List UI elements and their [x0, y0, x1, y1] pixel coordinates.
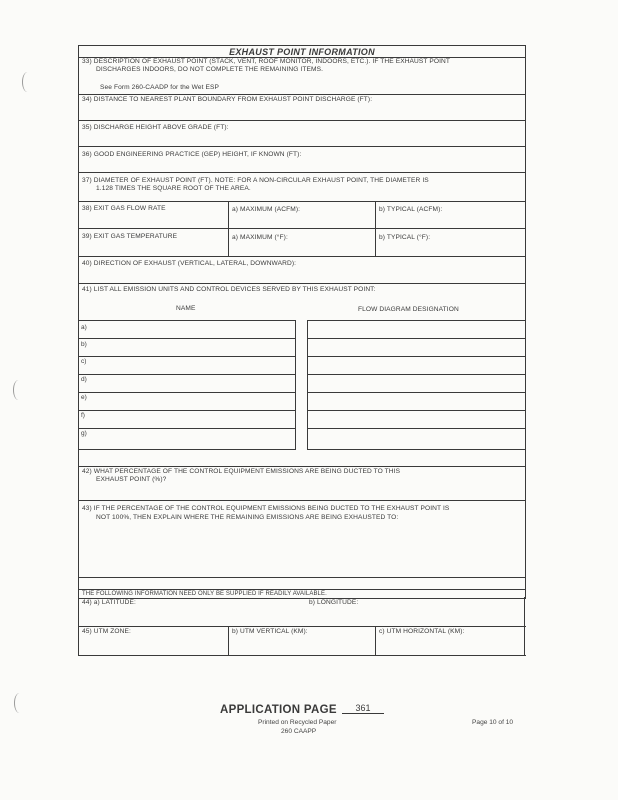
q40-label: 40) DIRECTION OF EXHAUST (VERTICAL, LATERAL, DOWNWARD): [82, 260, 297, 267]
divider [78, 655, 526, 656]
table-row-label: d) [81, 376, 87, 383]
q43-label-line1: 43) IF THE PERCENTAGE OF THE CONTROL EQUIPMENT EMISSIONS BEING DUCTED TO THE EXHAUST POINT IS [82, 505, 450, 512]
q42-label-line2: EXHAUST POINT (%)? [96, 476, 167, 483]
table-row-label: b) [81, 341, 87, 348]
supplied-note: THE FOLLOWING INFORMATION NEED ONLY BE SUPPLIED IF READILY AVAILABLE. [82, 591, 327, 597]
printed-note: Printed on Recycled Paper [258, 719, 337, 726]
q35-label: 35) DISCHARGE HEIGHT ABOVE GRADE (FT): [82, 124, 229, 131]
q38-b-label: b) TYPICAL (ACFM): [379, 206, 443, 213]
table-row-divider [79, 428, 295, 429]
q38-a-label: a) MAXIMUM (ACFM): [232, 206, 301, 213]
column-header-flow-designation: FLOW DIAGRAM DESIGNATION [358, 306, 459, 313]
table-row-divider [79, 392, 295, 393]
application-page-label: APPLICATION PAGE [220, 704, 337, 716]
q41-label: 41) LIST ALL EMISSION UNITS AND CONTROL DEVICES SERVED BY THIS EXHAUST POINT: [82, 286, 376, 293]
punch-hole-bottom [14, 693, 25, 713]
table-row-label: g) [81, 430, 87, 437]
divider [78, 626, 526, 627]
divider [78, 283, 526, 284]
q37-label-line1: 37) DIAMETER OF EXHAUST POINT (FT). NOTE: FOR A NON-CIRCULAR EXHAUST POINT, THE DIAMETER IS [82, 177, 429, 184]
q38-label: 38) EXIT GAS FLOW RATE [82, 205, 166, 212]
divider [78, 466, 526, 467]
divider [78, 94, 526, 95]
divider [228, 626, 229, 655]
table-row-label: e) [81, 394, 87, 401]
divider [228, 201, 229, 228]
q45-label: 45) UTM ZONE: [82, 628, 131, 635]
page-of: Page 10 of 10 [472, 719, 514, 726]
emission-units-name-table [78, 320, 296, 450]
q39-b-label: b) TYPICAL (°F): [379, 234, 431, 241]
divider [78, 228, 526, 229]
q36-label: 36) GOOD ENGINEERING PRACTICE (GEP) HEIGHT, IF KNOWN (FT): [82, 151, 302, 158]
divider [78, 500, 526, 501]
q33-label-line2: DISCHARGES INDOORS, DO NOT COMPLETE THE REMAINING ITEMS. [96, 66, 324, 73]
flow-diagram-designation-table [307, 320, 526, 450]
table-row-divider [79, 374, 295, 375]
divider [78, 120, 526, 121]
divider [78, 597, 79, 655]
divider [78, 577, 526, 584]
table-row-label: a) [81, 324, 87, 331]
q33-label-line1: 33) DESCRIPTION OF EXHAUST POINT (STACK, VENT, ROOF MONITOR, INDOORS, ETC.). IF THE EXHAUST POINT [82, 58, 451, 65]
divider [78, 256, 526, 257]
table-row-divider [308, 392, 525, 393]
q33-answer[interactable]: See Form 260-CAADP for the Wet ESP [100, 84, 219, 91]
punch-hole-top [22, 72, 33, 92]
q39-a-label: a) MAXIMUM (°F): [232, 234, 288, 241]
table-row-divider [308, 410, 525, 411]
column-header-name: NAME [176, 305, 196, 312]
q37-label-line2: 1.128 TIMES THE SQUARE ROOT OF THE AREA. [96, 185, 251, 192]
q44-a-label: 44) a) LATITUDE: [82, 599, 136, 606]
q39-label: 39) EXIT GAS TEMPERATURE [82, 233, 178, 240]
table-row-label: c) [81, 358, 87, 365]
table-row-divider [308, 356, 525, 357]
table-row-divider [308, 338, 525, 339]
table-row-label: f) [81, 412, 85, 419]
divider [228, 228, 229, 256]
table-row-divider [308, 374, 525, 375]
form-id: 260 CAAPP [281, 728, 317, 735]
divider [375, 228, 376, 256]
divider [375, 626, 376, 655]
divider [78, 172, 526, 173]
table-row-divider [308, 428, 525, 429]
divider [524, 597, 525, 655]
q34-label: 34) DISTANCE TO NEAREST PLANT BOUNDARY FROM EXHAUST POINT DISCHARGE (FT): [82, 96, 373, 103]
table-row-divider [79, 356, 295, 357]
divider [78, 146, 526, 147]
q44-b-label: b) LONGITUDE: [309, 599, 359, 606]
table-row-divider [79, 338, 295, 339]
divider [375, 201, 376, 228]
table-row-divider [79, 410, 295, 411]
divider [78, 201, 526, 202]
q42-label-line1: 42) WHAT PERCENTAGE OF THE CONTROL EQUIPMENT EMISSIONS ARE BEING DUCTED TO THIS [82, 468, 401, 475]
section-title: EXHAUST POINT INFORMATION [229, 47, 375, 57]
q45-c-label: c) UTM HORIZONTAL (KM): [379, 628, 465, 635]
application-page-number: 361 [342, 703, 384, 714]
q45-b-label: b) UTM VERTICAL (KM): [232, 628, 308, 635]
q43-label-line2: NOT 100%, THEN EXPLAIN WHERE THE REMAINING EMISSIONS ARE BEING EXHAUSTED TO: [96, 514, 399, 521]
punch-hole-middle [13, 380, 24, 400]
